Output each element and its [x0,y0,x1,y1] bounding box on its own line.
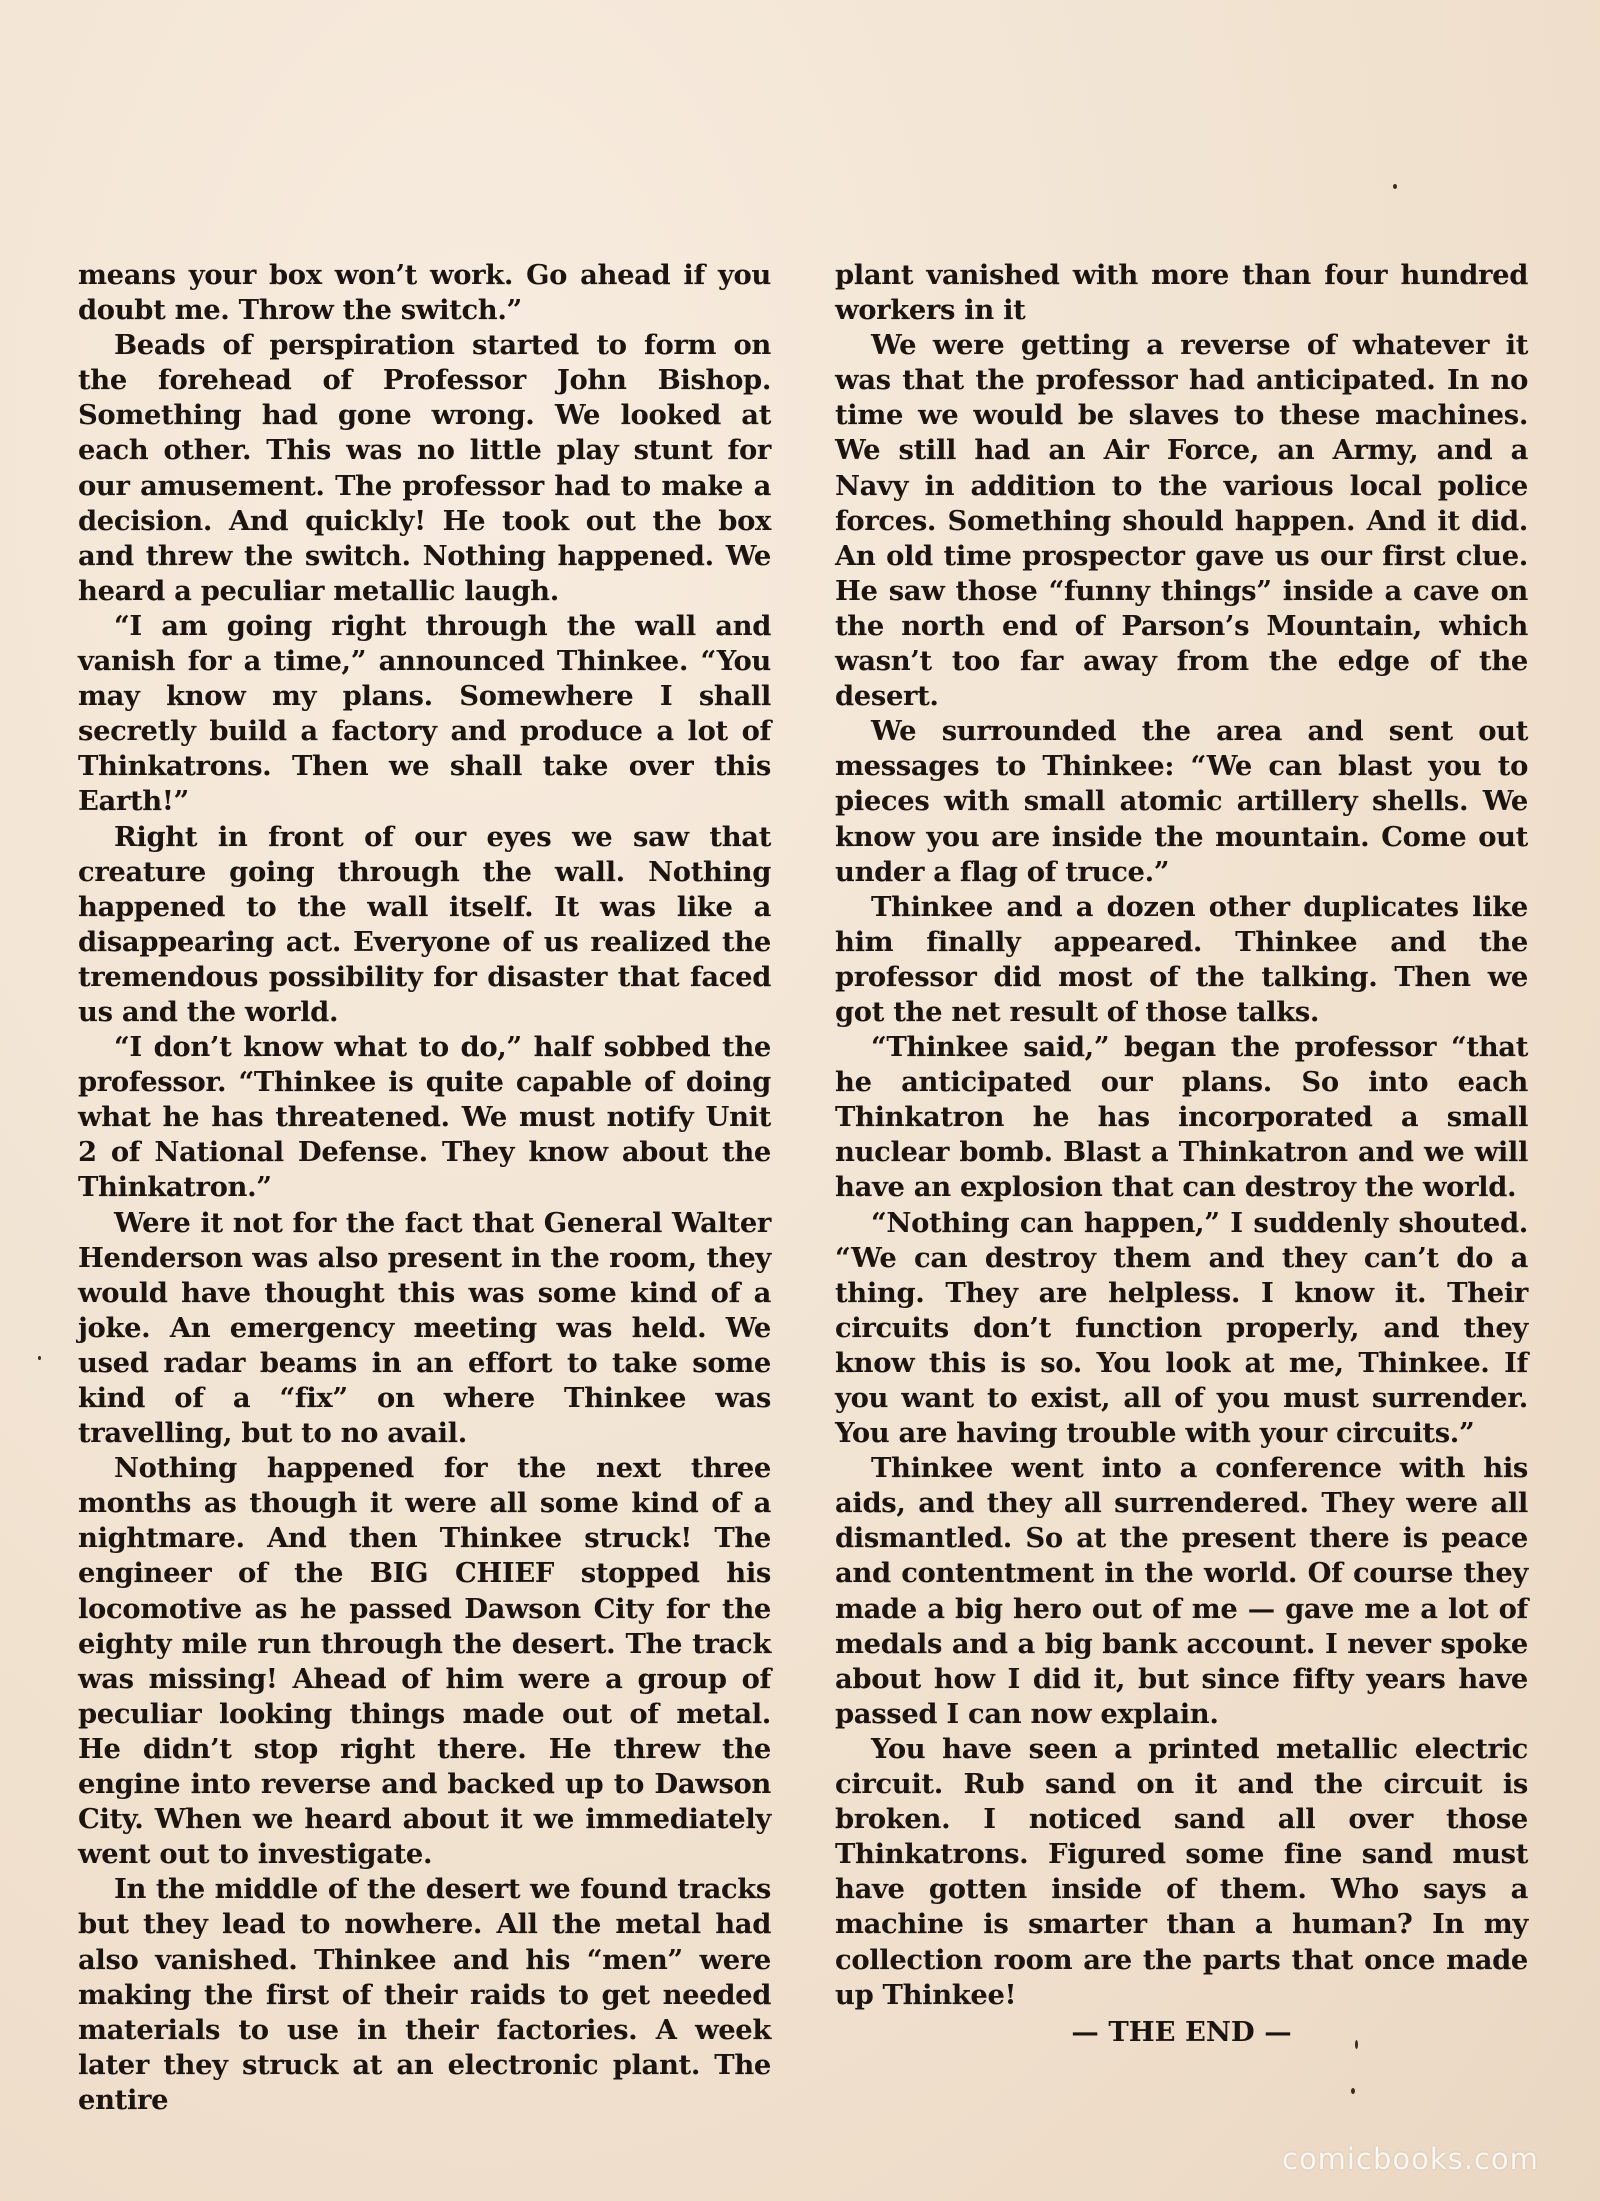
paragraph: means your box won’t work. Go ahead if you doubt me. Throw the switch.” [78,259,771,327]
paragraph: Nothing happened for the next three months as though it were all some kind of a nightmare. And then Thinkee struck! The engineer of the BIG CHIEF stopped his locomotive as he passed Dawson City for the eighty mile run through the desert. The track was missing! Ahead of him were a group of peculiar looking things made out of metal. He didn’t stop right there. He threw the engine into reverse and backed up to Dawson City. When we heard about it we immediately went out to investigate. [78,1452,771,1871]
paragraph: We were getting a reverse of whatever it was that the professor had anticipated. In no time we would be slaves to these machines. We still had an Air Force, an Army, and a Navy in addition to the various local police forces. Something should happen. And it did. An old time prospector gave us our first clue. He saw those “funny things” inside a cave on the north end of Parson’s Mountain, which wasn’t too far away from the edge of the desert. [835,329,1528,713]
paragraph: Right in front of our eyes we saw that creature going through the wall. Nothing happened to the wall itself. It was like a disappearing act. Everyone of us realized the tremendous possibility for disaster that faced us and the world. [78,820,771,1028]
watermark: comicbooks.com [1282,2142,1539,2176]
paragraph: “Nothing can happen,” I suddenly shouted. “We can destroy them and they can’t do a thing. They are helpless. I know it. Their circuits don’t function properly, and they know this is so. You look at me, Thinkee. If you want to exist, all of you must surrender. You are having trouble with your circuits.” [835,1206,1528,1450]
paragraph: Thinkee went into a conference with his aids, and they all surrendered. They were all dismantled. So at the present there is peace and contentment in the world. Of course they made a big hero out of me — gave me a lot of medals and a big bank account. I never spoke about how I did it, but since fifty years have passed I can now explain. [835,1452,1528,1730]
paragraph: You have seen a printed metallic electric circuit. Rub sand on it and the circuit is broken. I noticed sand all over those Thinkatrons. Figured some fine sand must have gotten inside of them. Who says a machine is smarter than a human? In my collection room are the parts that once made up Thinkee! [835,1732,1528,2011]
paragraph: plant vanished with more than four hundred workers in it [835,259,1528,327]
paragraph: “I don’t know what to do,” half sobbed the professor. “Thinkee is quite capable of doing what he has threatened. We must notify Unit 2 of National Defense. They know about the Thinkatron.” [78,1031,771,1204]
paragraph: Thinkee and a dozen other duplicates like him finally appeared. Thinkee and the professor did most of the talking. Then we got the net result of those talks. [835,890,1528,1028]
left-column [78,258,771,2118]
paragraph: Were it not for the fact that General Walter Henderson was also present in the room, they would have thought this was some kind of a joke. An emergency meeting was held. We used radar beams in an effort to take some kind of a “fix” on where Thinkee was travelling, but to no avail. [78,1206,771,1450]
print-speck [1355,2040,1358,2049]
paragraph: “I am going right through the wall and vanish for a time,” announced Thinkee. “You may know my plans. Somewhere I shall secretly build a factory and produce a lot of Thinkatrons. Then we shall take over this Earth!” [78,609,771,818]
paragraph: Beads of perspiration started to form on the forehead of Professor John Bishop. Something had gone wrong. We looked at each other. This was no little play stunt for our amusement. The professor had to make a decision. And quickly! He took out the box and threw the switch. Nothing happened. We heard a peculiar metallic laugh. [78,329,771,607]
print-speck [38,1356,41,1360]
print-speck [1351,2088,1355,2094]
right-column [835,258,1528,2050]
print-speck [1393,184,1397,189]
paragraph: In the middle of the desert we found tracks but they lead to nowhere. All the metal had also vanished. Thinkee and his “men” were making the first of their raids to get needed materials to use in their factories. A week later they struck at an electronic plant. The entire [78,1873,771,2116]
paragraph: We surrounded the area and sent out messages to Thinkee: “We can blast you to pieces with small atomic artillery shells. We know you are inside the mountain. Come out under a flag of truce.” [835,715,1528,888]
paragraph: “Thinkee said,” began the professor “that he anticipated our plans. So into each Thinkatron he has incorporated a small nuclear bomb. Blast a Thinkatron and we will have an explosion that can destroy the world. [835,1031,1528,1204]
the-end-label: — THE END — [1071,2015,1292,2048]
